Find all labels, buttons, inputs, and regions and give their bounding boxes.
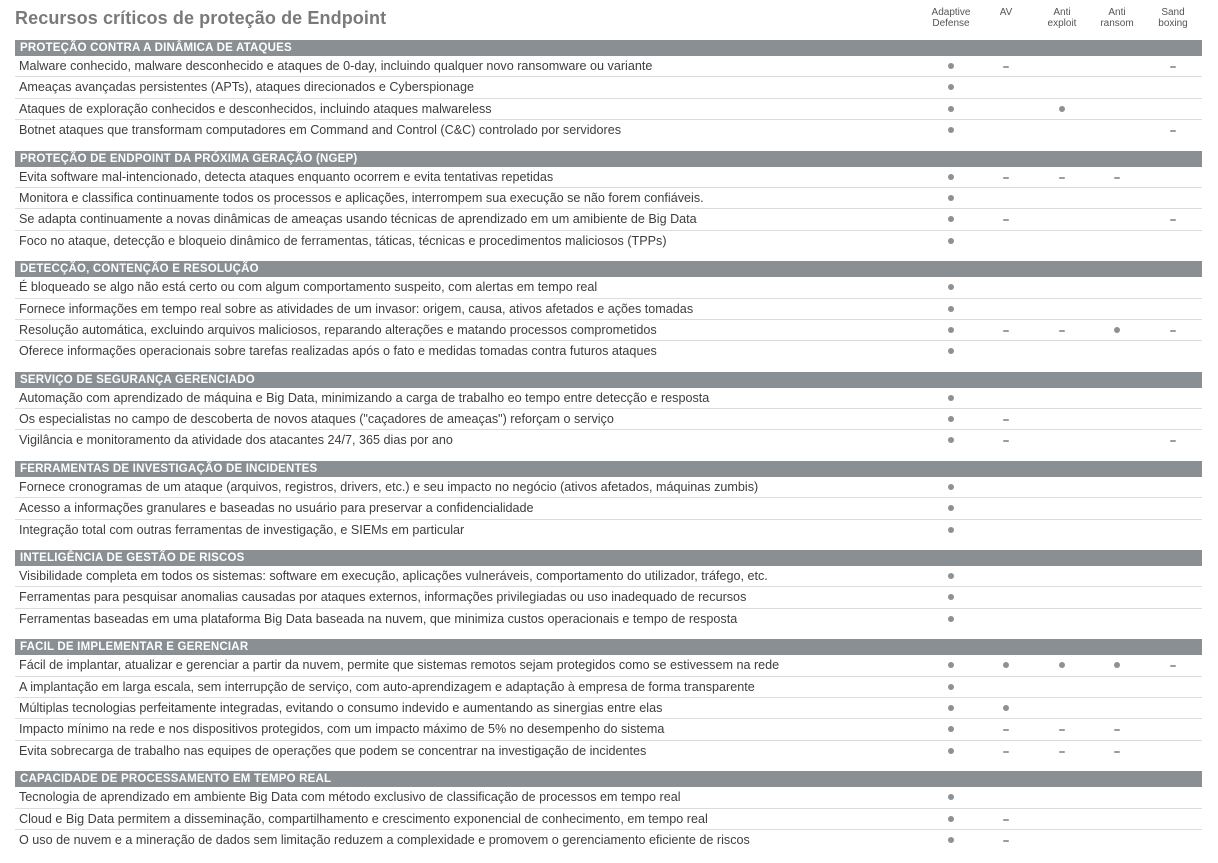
full-support-dot-icon [948,195,954,201]
section-gap [15,142,1202,151]
row-label: Cloud e Big Data permitem a disseminação, compartilhamento e crescimento exponencial de conhecimento, em tempo real [19,811,708,826]
full-support-dot-icon [948,594,954,600]
mark-cell [941,498,961,519]
partial-support-dash-icon [1003,66,1009,68]
row-label: Visibilidade completa em todos os sistemas: software em execução, aplicações vulneráveis, comportamento do utilizador, tráfego, etc. [19,569,768,584]
partial-support-dash-icon [1059,729,1065,731]
row-label: Resolução automática, excluindo arquivos maliciosos, reparando alterações e matando processos comprometidos [19,322,657,337]
section [15,151,1202,253]
mark-cell [941,430,961,451]
mark-cell [996,655,1016,676]
table-row [15,609,1202,630]
row-label: A implantação em larga escala, sem interrupção de serviço, com auto-aprendizagem e adaptação à empresa de forma transparente [19,679,755,694]
mark-cell [941,277,961,298]
section-header: DETECÇÃO, CONTENÇÃO E RESOLUÇÃO [15,261,1202,277]
full-support-dot-icon [1114,327,1120,333]
mark-cell [996,409,1016,430]
full-support-dot-icon [948,106,954,112]
section-gap [15,762,1202,771]
mark-cell [941,566,961,587]
column-header-sand-boxing: Sand boxing [1158,7,1188,29]
mark-cell [941,830,961,851]
partial-support-dash-icon [1003,440,1009,442]
mark-cell [941,56,961,77]
row-label: Se adapta continuamente a novas dinâmicas de ameaças usando técnicas de aprendizado em um amibiente de Big Data [19,212,697,227]
mark-cell [1052,741,1072,762]
partial-support-dash-icon [1170,440,1176,442]
mark-cell [941,677,961,698]
mark-cell [941,719,961,740]
section [15,550,1202,630]
mark-cell [1052,320,1072,341]
row-label: O uso de nuvem e a mineração de dados sem limitação reduzem a complexidade e promovem o gerenciamento eficiente de riscos [19,832,750,847]
full-support-dot-icon [948,837,954,843]
mark-cell [1107,741,1127,762]
section-gap [15,541,1202,550]
row-label: Integração total com outras ferramentas de investigação, e SIEMs em particular [19,522,465,537]
full-support-dot-icon [1003,662,1009,668]
partial-support-dash-icon [1003,177,1009,179]
mark-cell [996,830,1016,851]
mark-cell [941,341,961,362]
table-row [15,277,1202,298]
table-row [15,430,1202,451]
full-support-dot-icon [948,395,954,401]
table-row [15,299,1202,320]
section-header: FACIL DE IMPLEMENTAR E GERENCIAR [15,639,1202,655]
full-support-dot-icon [1114,662,1120,668]
section [15,372,1202,452]
mark-cell [996,167,1016,188]
mark-cell [996,430,1016,451]
full-support-dot-icon [948,484,954,490]
section-header: INTELIGÊNCIA DE GESTÃO DE RISCOS [15,550,1202,566]
mark-cell [941,809,961,830]
mark-cell [996,209,1016,230]
row-label: Tecnologia de aprendizado em ambiente Big Data com método exclusivo de classificação de processos em tempo real [19,790,681,805]
row-label: Fornece cronogramas de um ataque (arquivos, registros, drivers, etc.) e seu impacto no negócio (ativos afetados, máquinas zumbis) [19,479,759,494]
mark-cell [941,299,961,320]
mark-cell [941,609,961,630]
section-header: CAPACIDADE DE PROCESSAMENTO EM TEMPO REAL [15,771,1202,787]
table-row [15,188,1202,209]
full-support-dot-icon [948,527,954,533]
table-row [15,587,1202,608]
full-support-dot-icon [1059,106,1065,112]
section-gap [15,252,1202,261]
table-row [15,209,1202,230]
partial-support-dash-icon [1059,330,1065,332]
partial-support-dash-icon [1003,729,1009,731]
partial-support-dash-icon [1170,219,1176,221]
mark-cell [1052,167,1072,188]
row-label: Acesso a informações granulares e baseadas no usuário para preservar a confidencialidade [19,501,534,516]
table-row [15,477,1202,498]
mark-cell [941,320,961,341]
section [15,261,1202,363]
row-label: Botnet ataques que transformam computadores em Command and Control (C&C) controlado por servidores [19,123,621,138]
full-support-dot-icon [948,437,954,443]
mark-cell [941,409,961,430]
partial-support-dash-icon [1003,219,1009,221]
row-label: É bloqueado se algo não está certo ou com algum comportamento suspeito, com alertas em tempo real [19,280,598,295]
mark-cell [996,320,1016,341]
mark-cell [941,120,961,141]
section [15,40,1202,142]
table-row [15,698,1202,719]
partial-support-dash-icon [1170,330,1176,332]
section-header: PROTEÇÃO DE ENDPOINT DA PRÓXIMA GERAÇÃO (NGEP) [15,151,1202,167]
table-row [15,498,1202,519]
mark-cell [1107,167,1127,188]
section-header: FERRAMENTAS DE INVESTIGAÇÃO DE INCIDENTES [15,461,1202,477]
full-support-dot-icon [948,127,954,133]
mark-cell [941,167,961,188]
row-label: Oferece informações operacionais sobre tarefas realizadas após o fato e medidas tomadas contra futuros ataques [19,344,657,359]
full-support-dot-icon [948,216,954,222]
table-row [15,719,1202,740]
full-support-dot-icon [948,794,954,800]
full-support-dot-icon [948,348,954,354]
mark-cell [996,56,1016,77]
mark-cell [1052,719,1072,740]
full-support-dot-icon [948,726,954,732]
partial-support-dash-icon [1059,177,1065,179]
mark-cell [941,99,961,120]
row-label: Evita software mal-intencionado, detecta ataques enquanto ocorrem e evita tentativas repetidas [19,169,554,184]
table-row [15,167,1202,188]
partial-support-dash-icon [1114,729,1120,731]
full-support-dot-icon [948,662,954,668]
row-label: Ferramentas para pesquisar anomalias causadas por ataques externos, informações privilegiadas ou uso inadequado de recursos [19,590,747,605]
feature-table [15,40,1202,851]
mark-cell [1107,655,1127,676]
mark-cell [941,388,961,409]
section [15,639,1202,762]
page-title: Recursos críticos de proteção de Endpoint [15,8,387,28]
full-support-dot-icon [1003,705,1009,711]
full-support-dot-icon [948,63,954,69]
table-row [15,830,1202,851]
table-row [15,120,1202,141]
partial-support-dash-icon [1003,840,1009,842]
table-row [15,741,1202,762]
mark-cell [1052,655,1072,676]
row-label: Fornece informações em tempo real sobre as atividades de um invasor: origem, causa, ativos afetados e ações tomadas [19,301,694,316]
mark-cell [996,698,1016,719]
table-row [15,520,1202,541]
mark-cell [1107,719,1127,740]
mark-cell [941,698,961,719]
partial-support-dash-icon [1059,751,1065,753]
section-gap [15,630,1202,639]
row-label: Ferramentas baseadas em uma plataforma Big Data baseada na nuvem, que minimiza custos operacionais e tempo de resposta [19,611,738,626]
full-support-dot-icon [948,306,954,312]
mark-cell [941,188,961,209]
section-header: PROTEÇÃO CONTRA A DINÂMICA DE ATAQUES [15,40,1202,56]
table-row [15,77,1202,98]
row-label: Ataques de exploração conhecidos e desconhecidos, incluindo ataques malwareless [19,101,492,116]
table-row [15,56,1202,77]
full-support-dot-icon [948,816,954,822]
partial-support-dash-icon [1170,665,1176,667]
table-row [15,787,1202,808]
table-row [15,809,1202,830]
mark-cell [941,209,961,230]
full-support-dot-icon [948,573,954,579]
mark-cell [941,477,961,498]
mark-cell [1163,430,1183,451]
section-header: SERVIÇO DE SEGURANÇA GERENCIADO [15,372,1202,388]
row-label: Fácil de implantar, atualizar e gerenciar a partir da nuvem, permite que sistemas remotos sejam protegidos como se estivessem na rede [19,658,780,673]
mark-cell [941,520,961,541]
mark-cell [941,231,961,252]
table-row [15,231,1202,252]
column-header-anti-ransom: Anti ransom [1100,7,1134,29]
row-label: Monitora e classifica continuamente todos os processos e aplicações, interrompem sua execução se não forem confiáveis. [19,190,704,205]
full-support-dot-icon [948,616,954,622]
mark-cell [1163,56,1183,77]
table-row [15,388,1202,409]
section-gap [15,452,1202,461]
row-label: Malware conhecido, malware desconhecido e ataques de 0-day, incluindo qualquer novo ransomware ou variante [19,59,653,73]
row-label: Ameaças avançadas persistentes (APTs), ataques direcionados e Cyberspionage [19,80,475,95]
mark-cell [941,741,961,762]
row-label: Vigilância e monitoramento da atividade dos atacantes 24/7, 365 dias por ano [19,433,453,448]
section [15,771,1202,851]
table-row [15,677,1202,698]
partial-support-dash-icon [1003,751,1009,753]
section [15,461,1202,541]
full-support-dot-icon [948,416,954,422]
mark-cell [941,655,961,676]
table-row [15,655,1202,676]
partial-support-dash-icon [1170,66,1176,68]
mark-cell [941,787,961,808]
table-row [15,320,1202,341]
mark-cell [1163,120,1183,141]
partial-support-dash-icon [1003,330,1009,332]
mark-cell [1163,655,1183,676]
row-label: Impacto mínimo na rede e nos dispositivos protegidos, com um impacto máximo de 5% no desempenho do sistema [19,722,665,737]
mark-cell [1107,320,1127,341]
full-support-dot-icon [948,705,954,711]
full-support-dot-icon [1059,662,1065,668]
partial-support-dash-icon [1003,819,1009,821]
full-support-dot-icon [948,84,954,90]
row-label: Múltiplas tecnologias perfeitamente integradas, evitando o consumo indevido e aumentando as sinergias entre elas [19,700,663,715]
mark-cell [941,77,961,98]
mark-cell [996,741,1016,762]
partial-support-dash-icon [1114,177,1120,179]
table-row [15,566,1202,587]
table-row [15,99,1202,120]
partial-support-dash-icon [1003,419,1009,421]
mark-cell [1052,99,1072,120]
row-label: Os especialistas no campo de descoberta de novos ataques ("caçadores de ameaças") reforçam o serviço [19,412,614,427]
section-gap [15,363,1202,372]
row-label: Evita sobrecarga de trabalho nas equipes de operações que podem se concentrar na investigação de incidentes [19,743,647,758]
row-label: Automação com aprendizado de máquina e Big Data, minimizando a carga de trabalho eo tempo entre detecção e resposta [19,390,710,405]
mark-cell [1163,209,1183,230]
column-header-av: AV [999,7,1013,18]
column-header-adaptive-defense: Adaptive Defense [931,7,971,29]
table-row [15,341,1202,362]
mark-cell [941,587,961,608]
column-header-anti-exploit: Anti exploit [1047,7,1077,29]
partial-support-dash-icon [1114,751,1120,753]
full-support-dot-icon [948,238,954,244]
full-support-dot-icon [948,684,954,690]
full-support-dot-icon [948,505,954,511]
full-support-dot-icon [948,174,954,180]
full-support-dot-icon [948,327,954,333]
full-support-dot-icon [948,748,954,754]
mark-cell [1163,320,1183,341]
mark-cell [996,719,1016,740]
mark-cell [996,809,1016,830]
partial-support-dash-icon [1170,130,1176,132]
full-support-dot-icon [948,284,954,290]
row-label: Foco no ataque, detecção e bloqueio dinâmico de ferramentas, táticas, técnicas e procedimentos maliciosos (TPPs) [19,233,667,248]
table-row [15,409,1202,430]
